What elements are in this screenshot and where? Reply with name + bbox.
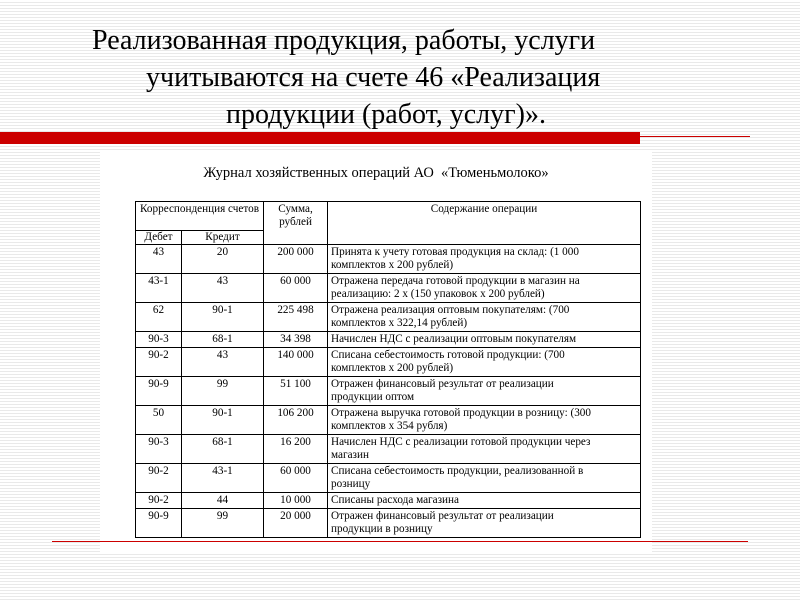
cell-debit: 62 [136,303,182,332]
description-line: реализацию: 2 х (150 упаковок х 200 рублей) [331,288,545,300]
cell-debit: 90-2 [136,348,182,377]
cell-debit: 43-1 [136,274,182,303]
description-line: Принята к учету готовая продукция на склад: (1 000 [331,246,579,258]
cell-debit: 90-3 [136,435,182,464]
header-correspondence: Корреспонденция счетов [136,202,264,231]
cell-credit: 99 [182,509,264,538]
header-sum: Сумма, рублей [264,202,328,245]
table-row [136,377,641,406]
header-description: Содержание операции [328,202,641,245]
table-row [136,245,641,274]
cell-sum: 16 200 [264,435,328,464]
description-line: комплектов х 322,14 рублей) [331,317,468,329]
description-line: магазин [331,449,369,461]
cell-credit: 43 [182,274,264,303]
slide-title-line-1: Реализованная продукция, работы, услуги [92,25,596,56]
table-row [136,406,641,435]
cell-debit: 90-3 [136,332,182,348]
cell-description [328,493,641,509]
header-credit: Кредит [182,231,264,245]
table-row [136,435,641,464]
accent-line-bottom [52,541,748,542]
cell-credit: 44 [182,493,264,509]
cell-sum: 20 000 [264,509,328,538]
cell-debit: 90-2 [136,464,182,493]
cell-sum: 10 000 [264,493,328,509]
journal-title: Журнал хозяйственных операций АО «Тюменьмолоко» [203,165,549,181]
table-row [136,348,641,377]
table-row [136,509,641,538]
journal-rows [136,245,641,538]
cell-description [328,245,641,274]
slide-title [88,22,728,133]
cell-sum: 51 100 [264,377,328,406]
cell-credit: 99 [182,377,264,406]
description-line: Отражена передача готовой продукции в магазин на [331,275,580,287]
table-row [136,274,641,303]
cell-sum: 34 398 [264,332,328,348]
cell-debit: 50 [136,406,182,435]
header-debit: Дебет [136,231,182,245]
slide-title-line-3: продукции (работ, услуг)». [226,99,546,130]
table-row [136,493,641,509]
accent-line-top [640,136,750,137]
cell-description [328,464,641,493]
cell-sum: 106 200 [264,406,328,435]
cell-sum: 140 000 [264,348,328,377]
table-row [136,464,641,493]
cell-sum: 60 000 [264,464,328,493]
cell-description [328,303,641,332]
description-line: комплектов х 354 рубля) [331,420,448,432]
accent-bar [0,132,640,144]
description-line: продукции в розницу [331,523,433,535]
description-line: Отражен финансовый результат от реализации [331,510,554,522]
cell-description [328,348,641,377]
description-line: Начислен НДС с реализации готовой продукции через [331,436,591,448]
cell-description [328,332,641,348]
cell-description [328,377,641,406]
cell-credit: 68-1 [182,332,264,348]
cell-credit: 43 [182,348,264,377]
cell-description [328,435,641,464]
cell-description [328,274,641,303]
description-line: Отражена выручка готовой продукции в розницу: (300 [331,407,591,419]
slide-title-line-2: учитываются на счете 46 «Реализация [146,62,601,93]
description-line: Начислен НДС с реализации оптовым покупателям [331,333,577,345]
table-row [136,332,641,348]
cell-description [328,509,641,538]
cell-credit: 90-1 [182,406,264,435]
description-line: комплектов х 200 рублей) [331,362,454,374]
cell-credit: 90-1 [182,303,264,332]
description-line: Списана себестоимость готовой продукции: (700 [331,349,565,361]
cell-sum: 200 000 [264,245,328,274]
cell-sum: 60 000 [264,274,328,303]
cell-credit: 20 [182,245,264,274]
cell-credit: 43-1 [182,464,264,493]
cell-description [328,406,641,435]
description-line: розницу [331,478,371,490]
cell-debit: 90-9 [136,377,182,406]
description-line: Списаны расхода магазина [331,494,459,506]
cell-debit: 90-9 [136,509,182,538]
description-line: продукции оптом [331,391,415,403]
table-row [136,303,641,332]
journal-table [135,201,641,538]
description-line: Списана себестоимость продукции, реализованной в [331,465,584,477]
cell-credit: 68-1 [182,435,264,464]
description-line: Отражен финансовый результат от реализации [331,378,554,390]
cell-debit: 90-2 [136,493,182,509]
cell-sum: 225 498 [264,303,328,332]
description-line: Отражена реализация оптовым покупателям: (700 [331,304,570,316]
cell-debit: 43 [136,245,182,274]
description-line: комплектов х 200 рублей) [331,259,454,271]
